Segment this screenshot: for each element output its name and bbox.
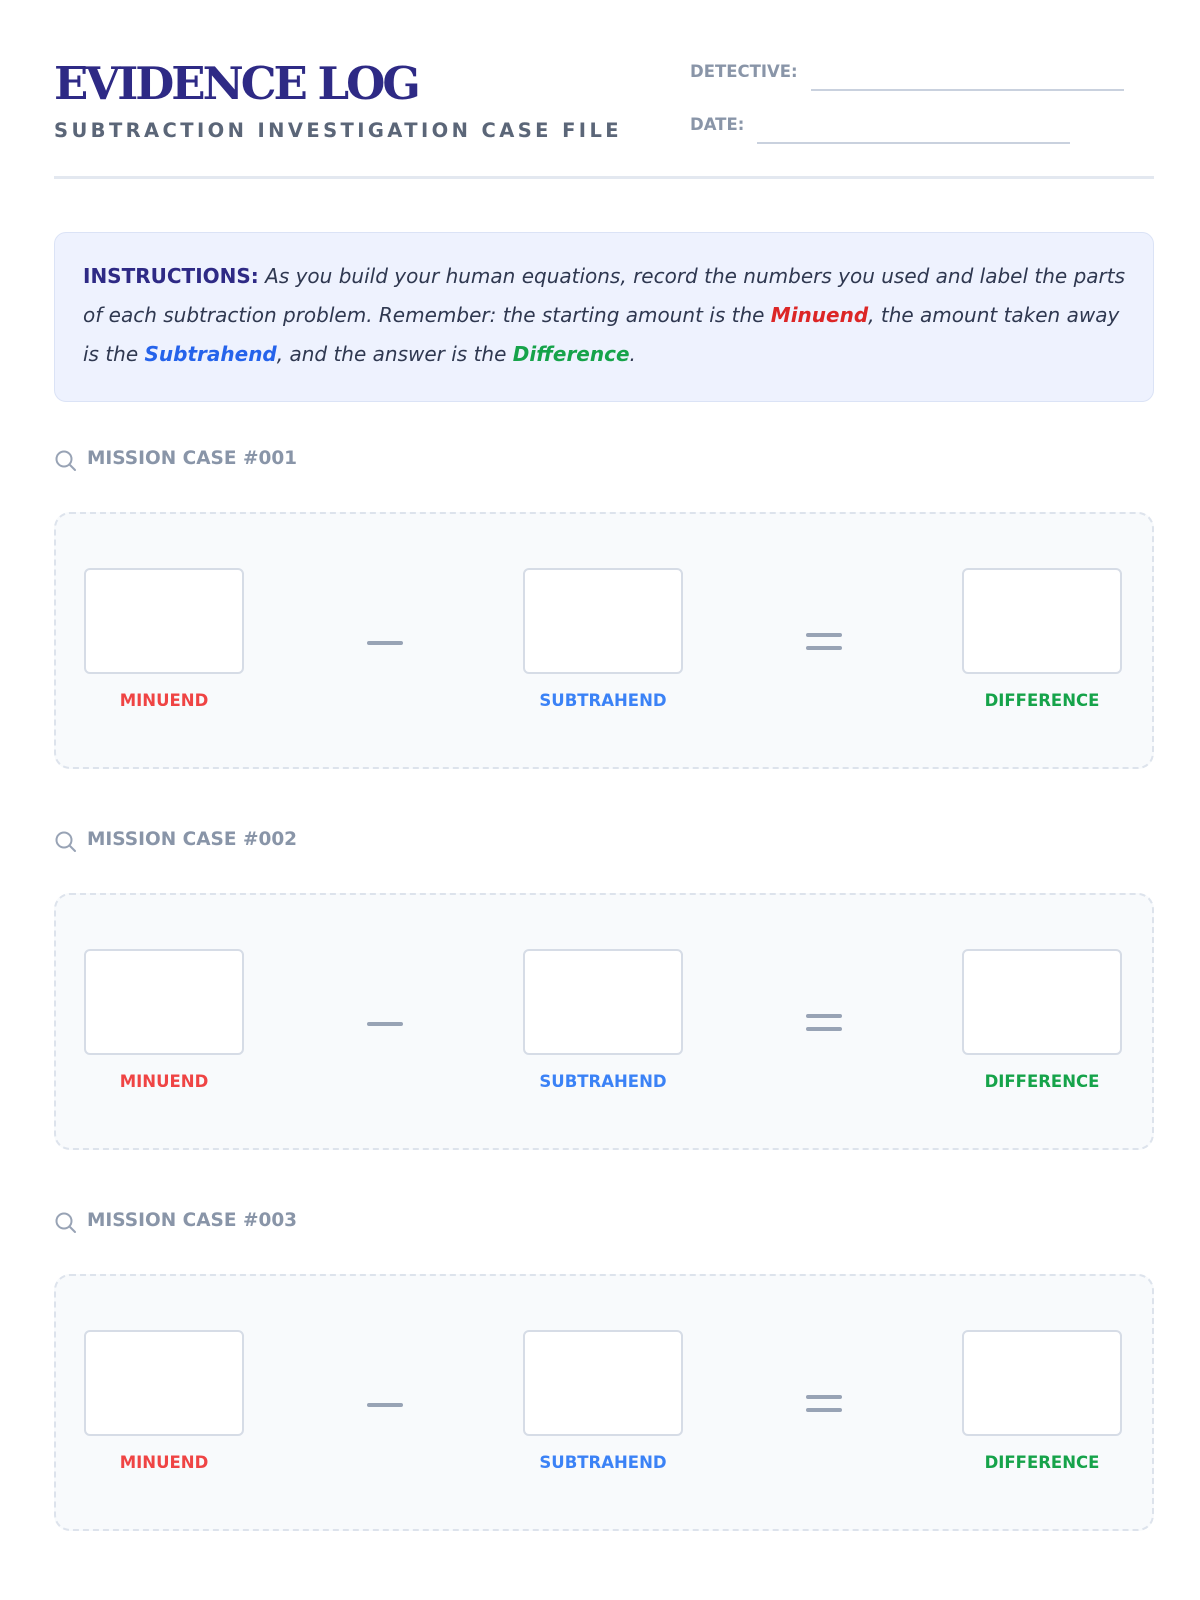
case-title: MISSION CASE #001 [87, 448, 298, 469]
instructions-box [54, 232, 1154, 402]
instructions-lead: INSTRUCTIONS: [83, 264, 259, 288]
minus-icon [367, 1403, 403, 1407]
worksheet-page [54, 0, 1154, 1600]
difference-box[interactable] [962, 1330, 1122, 1436]
page-subtitle: SUBTRACTION INVESTIGATION CASE FILE [54, 119, 622, 142]
search-icon [54, 830, 78, 854]
date-field[interactable] [757, 142, 1070, 144]
subtrahend-label: SUBTRAHEND [539, 691, 667, 710]
detective-label: DETECTIVE: [690, 62, 798, 81]
minuend-label: MINUEND [119, 691, 209, 710]
subtrahend-box[interactable] [523, 568, 683, 674]
worksheet-header [54, 0, 1154, 179]
difference-label: DIFFERENCE [984, 1453, 1100, 1472]
subtrahend-box[interactable] [523, 1330, 683, 1436]
subtrahend-box[interactable] [523, 949, 683, 1055]
difference-box[interactable] [962, 568, 1122, 674]
search-icon [54, 449, 78, 473]
difference-keyword: Difference [512, 342, 630, 366]
instructions-text-1: As you build your human equations, record the numbers you used and label the parts of each subtraction problem. Remember: the starting amount is the [83, 264, 1126, 327]
case-title: MISSION CASE #003 [87, 1210, 298, 1231]
minuend-box[interactable] [84, 1330, 244, 1436]
minus-icon [367, 641, 403, 645]
equals-icon [806, 1395, 842, 1415]
minuend-label: MINUEND [119, 1072, 209, 1091]
case-card-001 [54, 512, 1154, 769]
case-card-003 [54, 1274, 1154, 1531]
subtrahend-label: SUBTRAHEND [539, 1072, 667, 1091]
case-title: MISSION CASE #002 [87, 829, 298, 850]
equals-icon [806, 633, 842, 653]
instructions-text-3: , and the answer is the [276, 342, 507, 366]
case-card-002 [54, 893, 1154, 1150]
difference-label: DIFFERENCE [984, 1072, 1100, 1091]
minuend-keyword: Minuend [770, 303, 869, 327]
page-title: EVIDENCE LOG [54, 57, 418, 110]
minuend-box[interactable] [84, 949, 244, 1055]
difference-box[interactable] [962, 949, 1122, 1055]
difference-label: DIFFERENCE [984, 691, 1100, 710]
search-icon [54, 1211, 78, 1235]
instructions-text-4: . [629, 342, 636, 366]
minuend-label: MINUEND [119, 1453, 209, 1472]
minus-icon [367, 1022, 403, 1026]
subtrahend-keyword: Subtrahend [144, 342, 277, 366]
minuend-box[interactable] [84, 568, 244, 674]
instructions-text-2: , the amount taken away is the [83, 303, 1120, 366]
detective-field[interactable] [811, 89, 1124, 91]
date-label: DATE: [690, 115, 745, 134]
equals-icon [806, 1014, 842, 1034]
subtrahend-label: SUBTRAHEND [539, 1453, 667, 1472]
